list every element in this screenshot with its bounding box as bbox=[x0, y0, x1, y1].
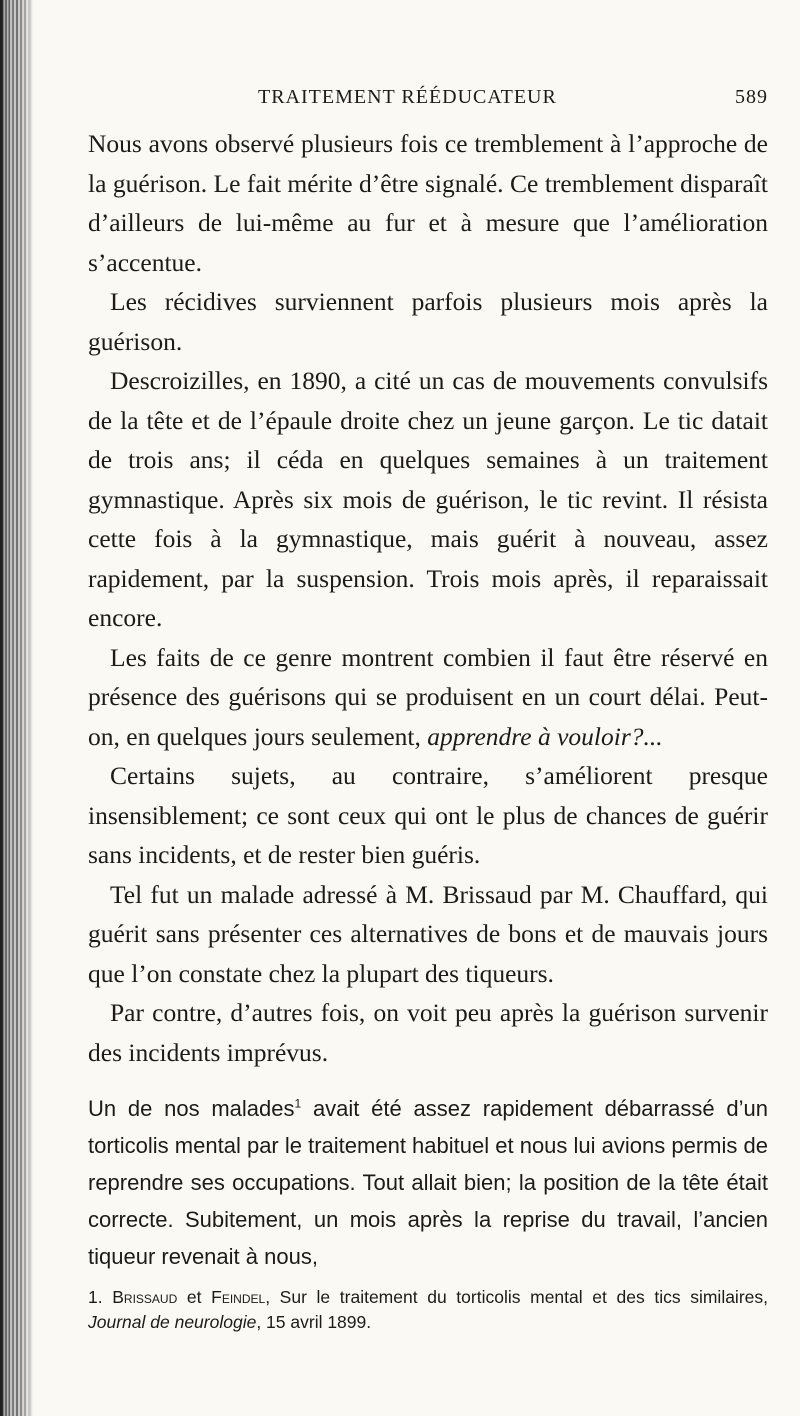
paragraph-faits-text: Les faits de ce genre montrent combien il faut être réservé en présence des guérisons qui se produisent en un court délai. Peut-on, en quelques jours seulement, bbox=[88, 642, 768, 751]
footnote-number: 1. bbox=[88, 1287, 103, 1307]
footnote-author-feindel: Feindel bbox=[211, 1287, 266, 1307]
footnote bbox=[88, 1285, 768, 1335]
paragraph-certains-sujets: Certains sujets, au contraire, s’améliorent presque insensiblement; ce sont ceux qui ont le plus de chances de guérir sans incidents, et de rester bien guéris. bbox=[88, 761, 768, 869]
paragraph-faits bbox=[88, 638, 768, 757]
paragraph-tremblement: Nous avons observé plusieurs fois ce tremblement à l’approche de la guérison. Le fait mérite d’être signalé. Ce tremblement disparaît d’ailleurs de lui-même au fur et à mesure que l’amélioration s’accentue. bbox=[88, 129, 768, 277]
footnote-author-brissaud: Brissaud bbox=[112, 1287, 178, 1307]
book-binding-edge bbox=[0, 0, 34, 1416]
paragraph-descroizilles: Descroizilles, en 1890, a cité un cas de mouvements convulsifs de la tête et de l’épaule droite chez un jeune garçon. Le tic datait de trois ans; il céda en quelques semaines à un traitement gymnastique. Après six mois de guérison, le tic revint. Il résista cette fois à la gymnastique, mais guérit à nouveau, assez rapidement, par la suspension. Trois mois après, il reparaissait encore. bbox=[88, 366, 768, 632]
page-number: 589 bbox=[735, 86, 768, 108]
running-header bbox=[88, 86, 768, 120]
footnote-connector: et bbox=[177, 1287, 212, 1307]
paragraph-faits-italic: apprendre à vouloir?... bbox=[427, 721, 663, 751]
paragraph-tel-fut: Tel fut un malade adressé à M. Brissaud par M. Chauffard, qui guérit sans présenter ces alternatives de bons et de mauvais jours que l’on constate chez la plupart des tiqueurs. bbox=[88, 879, 768, 988]
footnote-text: , Sur le traitement du torticolis mental et des tics similaires, bbox=[265, 1287, 768, 1307]
paragraph-par-contre: Par contre, d’autres fois, on voit peu après la guérison survenir des incidents imprévus. bbox=[88, 998, 768, 1067]
case-report-end: avait été assez rapidement débarrassé d’un torticolis mental par le traitement habituel et nous lui avions permis de reprendre ses occupations. Tout allait bien; la position de la tête était correcte. Subitement, un mois après la reprise du travail, l’ancien tiqueur revenait à nous, bbox=[88, 1096, 768, 1269]
footnote-reference: 1 bbox=[294, 1096, 302, 1111]
footnote-date: , 15 avril 1899. bbox=[256, 1312, 372, 1332]
running-title: TRAITEMENT RÉÉDUCATEUR bbox=[258, 86, 557, 108]
paragraph-recidives: Les récidives surviennent parfois plusieurs mois après la guérison. bbox=[88, 287, 768, 356]
case-report-paragraph bbox=[88, 1090, 768, 1275]
footnote-journal: Journal de neurologie bbox=[88, 1312, 257, 1332]
case-report-start: Un de nos malades bbox=[88, 1096, 295, 1121]
document-page bbox=[88, 86, 768, 1335]
